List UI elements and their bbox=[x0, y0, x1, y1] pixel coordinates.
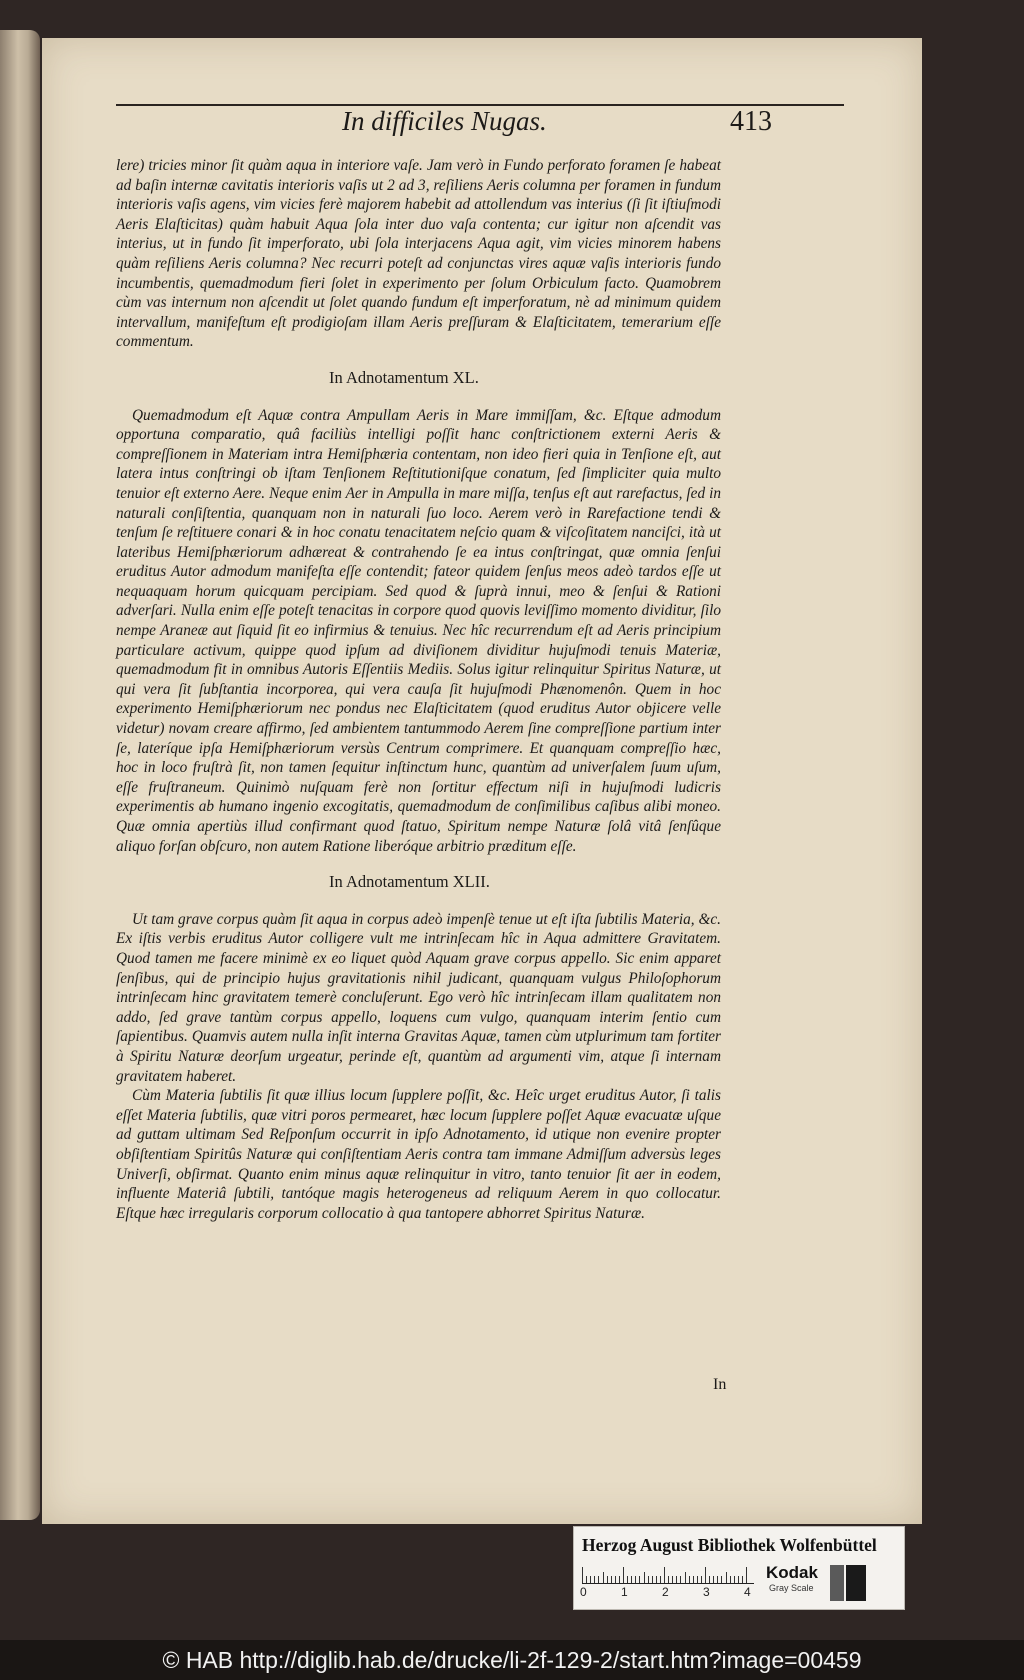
ruler-tick bbox=[726, 1572, 727, 1583]
ruler-tick bbox=[730, 1576, 731, 1583]
ruler-tick bbox=[586, 1576, 587, 1583]
library-label: Herzog August Bibliothek Wolfenbüttel bbox=[582, 1535, 877, 1555]
ruler-tick bbox=[721, 1576, 722, 1583]
ruler-tick bbox=[709, 1576, 710, 1583]
ruler-tick bbox=[652, 1576, 653, 1583]
ruler-tick bbox=[742, 1576, 743, 1583]
ruler-tick bbox=[639, 1576, 640, 1583]
gray-scale-label: Gray Scale bbox=[769, 1583, 814, 1593]
ruler-tick bbox=[603, 1572, 604, 1583]
paragraph-xl: Quemadmodum eſt Aquæ contra Ampullam Aeris in Mare immiſſam, &c. Eſtque admodum opportuna comparatio, quâ faciliùs intelligi poſſit hanc conſtrictionem externi Aeris & compreſſionem in Materiam intra Hemiſphæria contentam, non ideo fieri quia in Tenſione eſt, aut latera intus conſtringi ob iſtam Tenſionem Reſtitutioniſque conatum, ſed ſimpliciter quia multo tenuior eſt externo Aere. Neque enim Aer in Ampulla in mare miſſa, tenſus eſt aut rarefactus, ſed in naturali conſiſtentia, quanquam non in naturali ſuo loco. Aerem verò in Rarefactione tendi & tenſum ſe reſtituere conari & in hoc conatu tenacitatem neſcio quam & viſcoſitatem nanciſci, ità ut lateribus Hemiſphæriorum adhæreat & contrahendo ſe ea intus conſtringat, quæ omnia ſenſui eruditus Autor admodum manifeſta eſſe contendit; fateor quidem ſenſus meos adeò tardos eſſe ut nequaquam horum quicquam percipiam. Sed quod & ſuprà innui, meo & ſenſui & Rationi adverſari. Nulla enim eſſe poteſt tenacitas in corpore quod quovis leviſſimo momento dividitur, ſilo nempe Araneæ aut ſiquid ſit eo infirmius & tenuius. Nec hîc recurrendum eſt ad Aeris principium particulare activum, quippe quod ipſum ad diviſionem dividitur hujuſmodi tenuis Materiæ, quemadmodum fit in omnibus Autoris Eſſentiis Mediis. Solus igitur relinquitur Spiritus Naturæ, ut qui vera ſit ſubſtantia incorporea, qui vera cauſa ſit hujuſmodi Phænomenôn. Quem in hoc experimento Hemiſphæriorum nec pondus nec Elaſticitatem (quod eruditus Autor objicere velle videtur) novam creare affirmo, ſed ambientem tantummodo Aerem ſine compreſſione partium inter ſe, lateríque ipſa Hemiſphæriorum versùs Centrum comprimere. Et quanquam compreſſio hæc, hoc in loco fruſtrà ſit, non tamen ſequitur inſtinctum hunc, quantùm ad univerſalem ſuum uſum, eſſe fruſtraneum. Quinimò nuſquam ferè non ſortitur effectum niſi in hujuſmodi ludicris experimentis ab humano ingenio excogitatis, quemadmodum de conſimilibus caſibus alibi moneo. Quæ omnia apertiùs illud confirmant quod ſtatuo, Spiritum nempe Naturæ ſolâ vitâ ſenſûque aliquo forſan obſcuro, non autem Ratione liberóque arbitrio præditum eſſe. bbox=[116, 406, 721, 855]
gray-patch bbox=[830, 1565, 844, 1601]
ruler-number: 3 bbox=[703, 1585, 710, 1599]
ruler-tick bbox=[644, 1572, 645, 1583]
book-page bbox=[42, 38, 922, 1524]
ruler-number: 0 bbox=[580, 1585, 587, 1599]
paragraph-xlii-1: Ut tam grave corpus quàm ſit aqua in corpus adeò impenſè tenue ut eſt iſta ſubtilis Materia, &c. Ex iſtis verbis eruditus Autor colligere vult me intrinſecam hîc in Aqua admittere Gravitatem. Quod tamen me facere minimè ex eo liquet quòd Aquam grave corpus appello. Sic enim apparet ſenſibus, qui de principio hujus gravitationis nihil judicant, quanquam vulgus Philoſophorum intrinſecam hinc gravitatem temerè concluſerunt. Ego verò hîc intrinſecam illam qualitatem non addo, ſed grave tantùm corpus appello, loquens cum vulgo, quanquam interim ſentio cum ſapientibus. Quamvis autem nulla inſit interna Gravitas Aquæ, tamen cùm utplurimum tam fortiter à Spiritu Naturæ deorſum urgeatur, perinde eſt, quantùm ad argumenti vim, atque ſi internam gravitatem haberet. bbox=[116, 910, 721, 1085]
ruler-tick bbox=[631, 1576, 632, 1583]
ruler-tick bbox=[693, 1576, 694, 1583]
ruler-tick bbox=[668, 1576, 669, 1583]
ruler-tick bbox=[701, 1576, 702, 1583]
ruler-tick bbox=[685, 1572, 686, 1583]
ruler-tick bbox=[746, 1567, 747, 1583]
ruler-number: 4 bbox=[744, 1585, 751, 1599]
ruler-tick bbox=[717, 1576, 718, 1583]
ruler-tick bbox=[590, 1576, 591, 1583]
ruler-tick bbox=[656, 1576, 657, 1583]
ruler-tick bbox=[689, 1576, 690, 1583]
ruler-number: 2 bbox=[662, 1585, 669, 1599]
ruler-tick bbox=[594, 1576, 595, 1583]
body-text bbox=[116, 156, 721, 1223]
ruler-tick bbox=[623, 1567, 624, 1583]
footer-credit: © HAB http://diglib.hab.de/drucke/li-2f-129-2/start.htm?image=00459 bbox=[0, 1640, 1024, 1680]
ruler-tick bbox=[619, 1576, 620, 1583]
ruler-tick bbox=[615, 1576, 616, 1583]
ruler-tick bbox=[582, 1567, 583, 1583]
ruler-tick bbox=[697, 1576, 698, 1583]
paragraph-xlii-2: Cùm Materia ſubtilis ſit quæ illius locum ſupplere poſſit, &c. Heîc urget eruditus Autor, ſi talis eſſet Materia ſubtilis, quæ vitri poros permearet, hæc locum ſupplere poſſet Aquæ evacuatæ uſque ad guttam ultimam Sed Reſponſum occurrit in ipſo Adnotamento, id utique non evenire propter obſiſtentiam Spiritûs Naturæ qui conſiſtentiam Aeris contra tam immane Admiſſum adversùs leges Univerſi, obſirmat. Quanto enim minus aquæ relinquitur in vitro, tanto tenuior ſit aer in eodem, influente Materiâ ſubtili, tantóque magis heterogeneus ad reliquum Aerem in quo collocatur. Eſtque hæc irregularis corporum collocatio à qua tantopere abhorret Spiritus Naturæ. bbox=[116, 1087, 721, 1222]
book-left-edge bbox=[0, 30, 40, 1520]
ruler-tick bbox=[635, 1576, 636, 1583]
ruler-tick bbox=[607, 1576, 608, 1583]
color-calibration-bar bbox=[573, 1526, 905, 1610]
ruler-tick bbox=[705, 1567, 706, 1583]
kodak-logo: Kodak bbox=[766, 1563, 818, 1582]
ruler-tick bbox=[672, 1576, 673, 1583]
paragraph-continuation: lere) tricies minor ſit quàm aqua in interiore vaſe. Jam verò in Fundo perforato foramen ſe habeat ad baſin internæ cavitatis interioris vaſis ut 2 ad 3, reſiliens Aeris columna per foramen in fundum interioris vaſis agens, vim vicies ferè majorem habebit ad attollendum vas interius (ſi ſit iſtiuſmodi Aeris Elaſticitas) quàm habuit Aqua ſola inter duo vaſa contenta; cur igitur non aſcendit vas interius, ut in fundo ſit imperforato, ubi ſola interjacens Aqua agit, vim vicies minorem habens quàm reſiliens Aeris columna? Nec recurri poteſt ad conjunctas vires aquæ vaſis interioris fundo incumbentis, quemadmodum fieri ſolet in experimento per ſolum Orbiculum facto. Quamobrem cùm vas internum non aſcendit ut ſolet quando fundum eſt imperforatum, nè ad minimum quidem intervallum, manifeſtum eſt prodigioſam illam Aeris preſſuram & Elaſticitatem, temerarium eſſe commentum. bbox=[116, 157, 721, 351]
catch-word: In bbox=[713, 1376, 727, 1393]
ruler-tick bbox=[648, 1576, 649, 1583]
ruler-tick bbox=[738, 1576, 739, 1583]
scale-ruler bbox=[582, 1565, 754, 1584]
ruler-tick bbox=[627, 1576, 628, 1583]
ruler-tick bbox=[611, 1576, 612, 1583]
ruler-tick bbox=[664, 1567, 665, 1583]
ruler-tick bbox=[734, 1576, 735, 1583]
ruler-tick bbox=[680, 1576, 681, 1583]
running-head: In difficiles Nugas. bbox=[342, 106, 547, 136]
ruler-tick bbox=[676, 1576, 677, 1583]
page-number: 413 bbox=[730, 106, 772, 137]
section-heading-xl: In Adnotamentum XL. bbox=[329, 367, 479, 387]
ruler-tick bbox=[713, 1576, 714, 1583]
ruler-tick bbox=[598, 1576, 599, 1583]
ruler-number: 1 bbox=[621, 1585, 628, 1599]
section-heading-xlii: In Adnotamentum XLII. bbox=[329, 872, 490, 892]
black-patch bbox=[846, 1565, 866, 1601]
ruler-tick bbox=[660, 1576, 661, 1583]
